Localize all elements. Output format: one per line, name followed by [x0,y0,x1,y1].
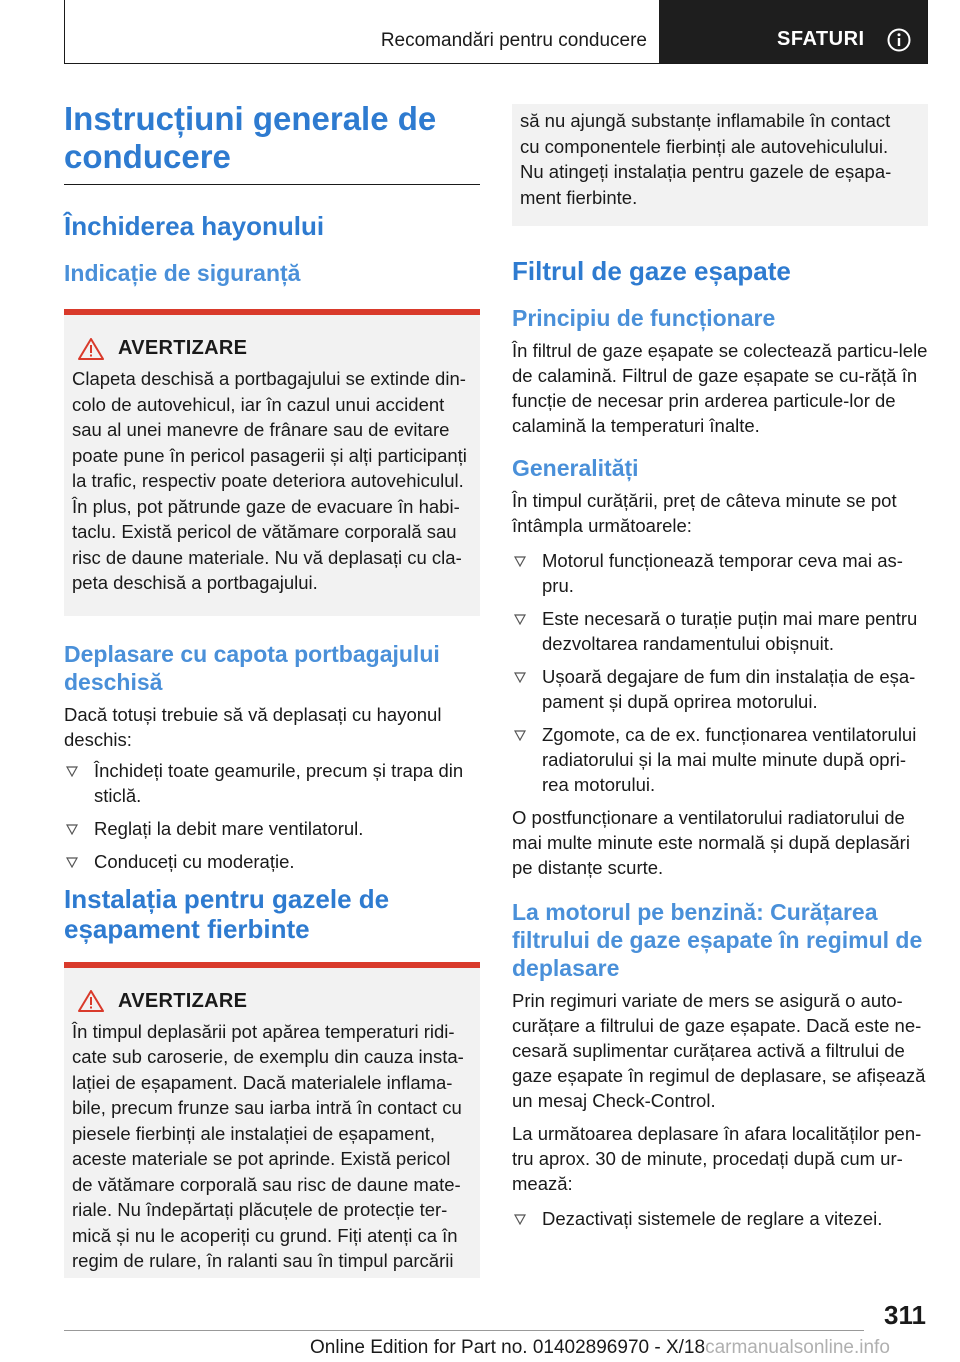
warning-line: bile, precum frunze sau iarba intră în contact cu [72,1097,462,1118]
warning-line: piesele fierbinți ale instalației de eșapament, [72,1122,436,1144]
heading-safety-note: Indicație de siguranță [64,260,301,286]
section-tab[interactable] [659,0,927,63]
heading-petrol-cleaning: La motorul pe benzină: Curățarea filtrului de gaze eșapate în regimul de deplasare [512,899,923,981]
page-header [64,0,928,64]
warning-line: la trafic, respectiv poate deteriora autovehiculul. [72,470,464,491]
list-item: Dezactivați sistemele de reglare a vitezei. [512,1206,928,1231]
bullet-triangle-icon [514,555,526,567]
page-number: 311 [884,1300,926,1330]
heading-general: Generalități [512,455,639,481]
warning-line: regim de rulare, în ralanti sau în timpul parcării [72,1250,454,1271]
warning-title: AVERTIZARE [118,337,248,359]
warning-line: Clapeta deschisă a portbagajului se extinde din- [72,368,466,389]
bullet-triangle-icon [514,729,526,741]
edition-text: Online Edition for Part no. 01402896970 - X/18 [310,1337,706,1358]
warning-triangle-icon [78,338,104,360]
bullet-triangle-icon [66,856,78,868]
list-item: Motorul funcționează temporar ceva mai as-pru. [512,548,928,598]
warning-line: ment fierbinte. [520,186,638,208]
bullet-triangle-icon [514,671,526,683]
list-item: Este necesară o turație puțin mai mare pentru dezvoltarea randamentului obișnuit. [512,606,928,656]
info-circle-icon [887,28,911,52]
heading-hot-exhaust: Instalația pentru gazele de eșapament fierbinte [64,883,390,944]
list-item: Ușoară degajare de fum din instalația de eșa-pament și după oprirea motorului. [512,664,928,714]
watermark-text: carmanualsonline.info [705,1337,890,1358]
warning-line: În timpul deplasării pot apărea temperaturi ridi- [72,1020,455,1042]
warning-line: lației de eșapament. Dacă materialele inflama- [72,1071,453,1093]
bullet-list-open-trunk [64,758,480,874]
bullet-list-general [512,548,928,797]
list-item: Zgomote, ca de ex. funcționarea ventilatorului radiatorului și la mai multe minute după opri-rea motorului. [512,722,928,797]
warning-line: cate sub caroserie, de exemplu din cauza insta- [72,1046,464,1067]
warning-line: Nu atingeți instalația pentru gazele de eșapa- [520,161,892,182]
section-tab-label: SFATURI [777,28,865,50]
heading-driving-open-trunk: Deplasare cu capota portbagajului deschisă [64,640,440,695]
paragraph-petrol-1: Prin regimuri variate de mers se asigură o auto-curățare a filtrului de gaze eșapate. Dacă este ne-cesară suplimentar curățarea activă a filtrului de gaze eșapate în regimul de deplasare, se afișează un mesaj Check-Control. [512,990,926,1111]
bullet-triangle-icon [514,613,526,625]
warning-line: cu componentele fierbinți ale autovehiculului. [520,135,889,157]
list-item: Închideți toate geamurile, precum și trapa din sticlă. [64,758,480,808]
warning-triangle-icon [78,990,104,1012]
footer-divider [64,1330,864,1331]
warning-line: sau al unei manevre de frânare sau de evitare [72,419,450,440]
paragraph-general-intro: În timpul curățării, preț de câteva minute se pot întâmpla următoarele: [512,490,897,536]
paragraph-principle: În filtrul de gaze eșapate se colectează particu-lele de calamină. Filtrul de gaze eșapate se cu-răță în funcție de necesar prin arderea particule-lor de calamină la temperaturi înalte. [512,340,928,436]
list-item: Reglați la debit mare ventilatorul. [64,816,480,841]
warning-title: AVERTIZARE [118,989,248,1012]
main-heading: Instrucțiuni generale de conducere [64,100,480,185]
warning-line: de vătămare corporală sau risc de daune mate- [72,1173,461,1195]
paragraph-general-after: O postfuncționare a ventilatorului radiatorului de mai multe minute este normală și după deplasări pe distanțe scurte. [512,807,910,878]
paragraph-intro: Dacă totuși trebuie să vă deplasați cu hayonul deschis: [64,703,442,750]
bullet-triangle-icon [66,823,78,835]
footer-edition [310,1337,890,1359]
warning-box-tailgate [64,309,480,616]
warning-line: aceste materiale se pot aprinde. Există pericol [72,1148,451,1169]
warning-line: peta deschisă a portbagajului. [72,572,318,593]
warning-line: să nu ajungă substanțe inflamabile în contact [520,110,891,131]
warning-line: colo de autovehicul, iar în cazul unui accident [72,393,445,415]
bullet-triangle-icon [514,1213,526,1225]
warning-line: taclu. Există pericol de vătămare corporală sau [72,521,457,542]
warning-line: În plus, pot pătrunde gaze de evacuare în habi- [72,495,460,517]
warning-line: poate pune în pericol pasagerii și alți participanți [72,444,467,466]
warning-box-exhaust [64,962,480,1278]
paragraph-petrol-2: La următoarea deplasare în afara localităților pen-tru aprox. 30 de minute, procedați după cum ur-mează: [512,1123,922,1194]
heading-tailgate: Închiderea hayonului [64,211,325,241]
right-column [512,104,928,1239]
bullet-list-petrol [512,1206,928,1231]
left-column [64,100,480,1278]
heading-particulate-filter: Filtrul de gaze eșapate [512,256,791,286]
warning-line: risc de daune materiale. Nu vă deplasați cu cla- [72,546,462,568]
bullet-triangle-icon [66,765,78,777]
warning-line: riale. Nu îndepărtați plăcuțele de protecție ter- [72,1199,448,1220]
warning-line: mică și nu le acoperiți cu grund. Fiți atenți ca în [72,1224,458,1246]
list-item: Conduceți cu moderație. [64,849,480,874]
heading-principle: Principiu de funcționare [512,305,776,331]
warning-box-continued [512,104,928,226]
breadcrumb[interactable]: Recomandări pentru conducere [380,30,647,51]
